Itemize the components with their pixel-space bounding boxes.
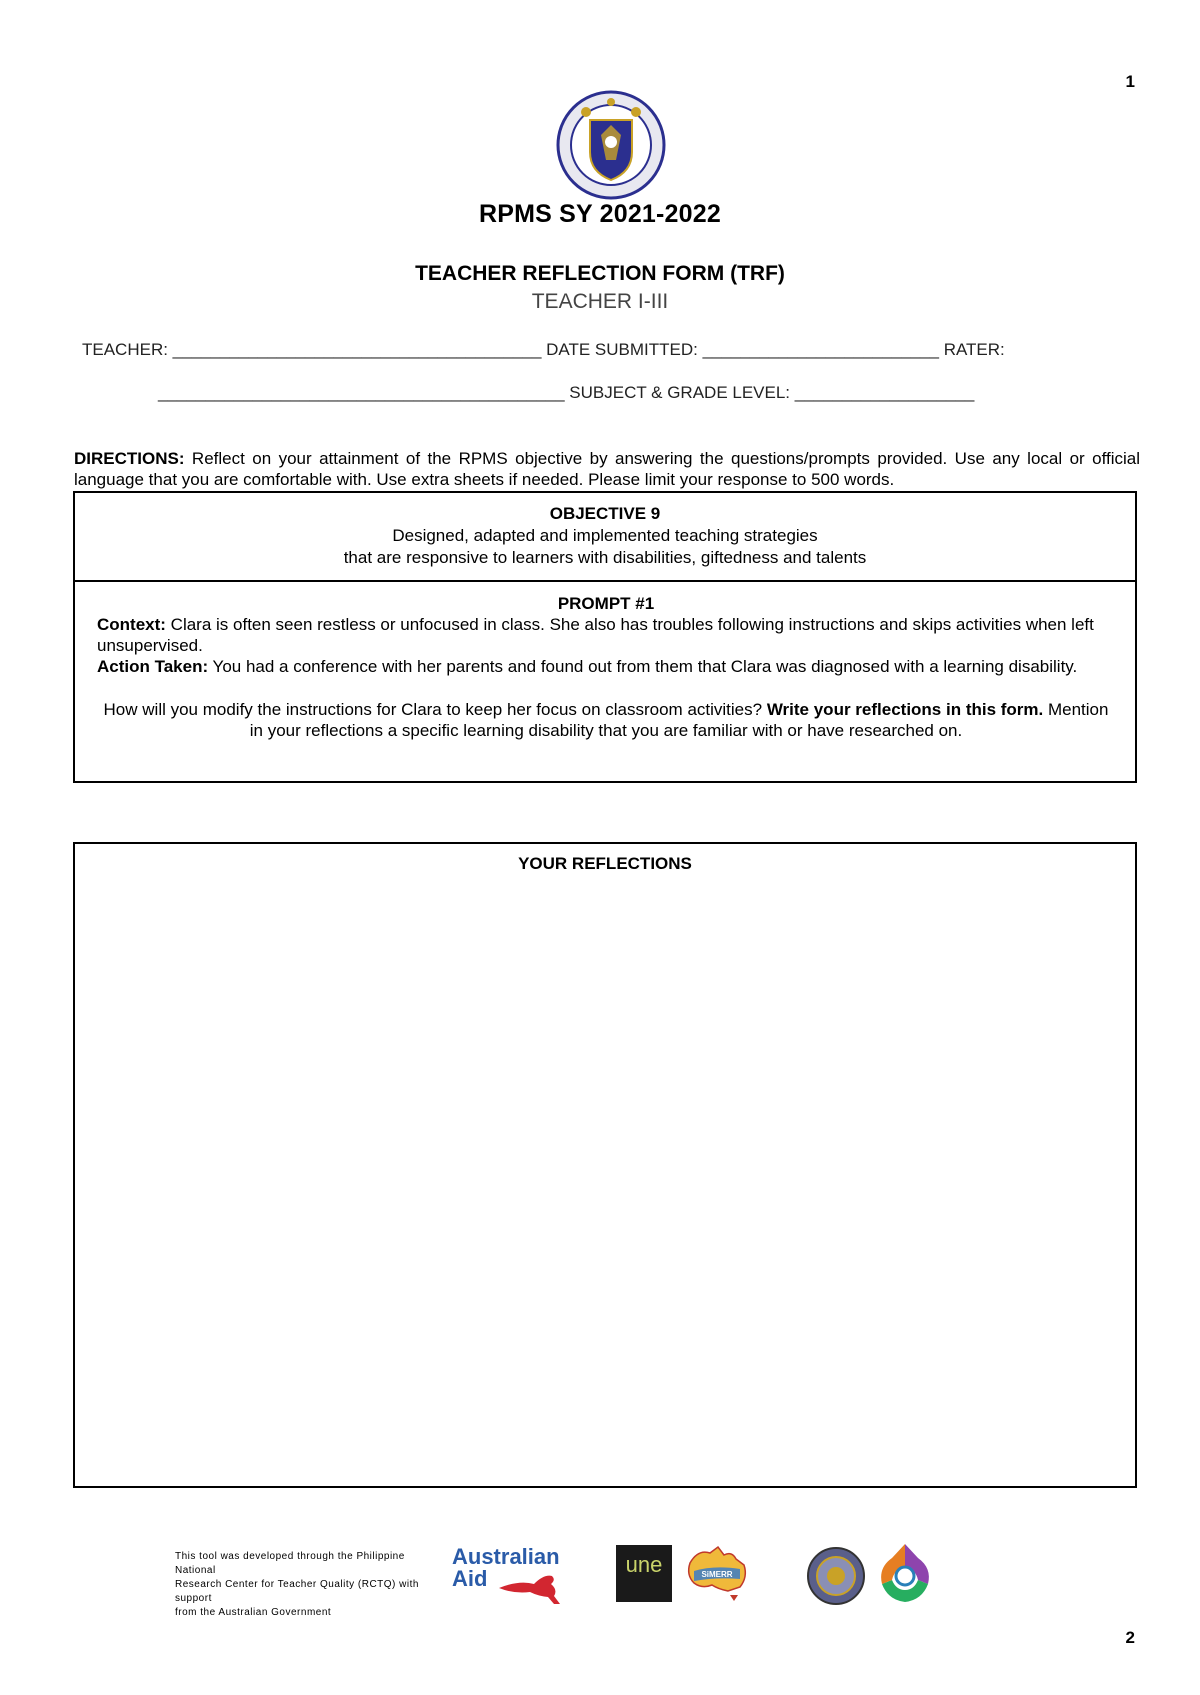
simerr-australia-map-logo [684,1543,750,1603]
context-label: Context: [97,615,166,634]
credit-line-2: Research Center for Teacher Quality (RCTQ) with support [175,1579,419,1604]
reflections-box[interactable] [73,842,1137,1488]
rater-subject-fields[interactable]: ___________________________________________ SUBJECT & GRADE LEVEL: ___________________ [158,383,975,402]
question-part-b: Mention in your reflections a specific learning disability that you are familiar with or have researched on. [249,700,1109,740]
simerr-label: SiMERR [701,1570,733,1579]
action-label: Action Taken: [97,657,209,676]
objective-title: OBJECTIVE 9 [549,504,661,523]
aid-line-1: Australian [452,1544,560,1569]
page-number-bottom: 2 [1125,1628,1135,1647]
university-seal-logo [806,1546,866,1606]
directions-text: Reflect on your attainment of the RPMS objective by answering the questions/prompts provided. Use any local or official language that you are comfortable with. Use extra sheets if needed. Please limit your response to 500 words. [74,449,1140,489]
reflections-title: YOUR REFLECTIONS [518,854,692,873]
question-bold: Write your reflections in this form. [766,700,1044,719]
form-title: TEACHER REFLECTION FORM (TRF) [415,262,785,285]
objective-line-2: that are responsive to learners with disabilities, giftedness and talents [343,548,867,567]
prompt-title: PROMPT #1 [557,594,655,613]
directions [74,448,1140,490]
page-title: RPMS SY 2021-2022 [479,200,721,228]
australian-aid-logo [452,1546,577,1606]
directions-label: DIRECTIONS: [74,449,185,468]
objective-line-1: Designed, adapted and implemented teaching strategies [392,526,818,545]
action-text: You had a conference with her parents and found out from them that Clara was diagnosed with a learning disability. [208,657,1078,676]
context-text: Clara is often seen restless or unfocused in class. She also has troubles following instructions and skips activities when left unsupervised. [97,615,1094,655]
aid-line-2: Aid [452,1566,488,1591]
teacher-date-rater-fields[interactable]: TEACHER: _______________________________________ DATE SUBMITTED: _________________________ RATER: [82,340,1005,359]
question-part-a: How will you modify the instructions for Clara to keep her focus on classroom activities? [103,700,767,719]
rctq-logo [874,1540,936,1606]
credit-line-1: This tool was developed through the Philippine National [175,1551,405,1576]
form-subtitle: TEACHER I-III [531,290,669,313]
prompt-question [97,699,1115,741]
une-label: une [625,1552,663,1577]
prompt-context [97,614,1115,656]
page-number-top: 1 [1125,72,1135,91]
prompt-action-taken [97,656,1115,677]
credit-line-3: from the Australian Government [175,1607,332,1618]
kangaroo-icon [494,1566,569,1606]
une-logo [616,1545,672,1602]
footer-credit [175,1550,445,1620]
objective-box [73,491,1137,582]
deped-seal-logo [556,90,666,200]
prompt-box [73,580,1137,783]
